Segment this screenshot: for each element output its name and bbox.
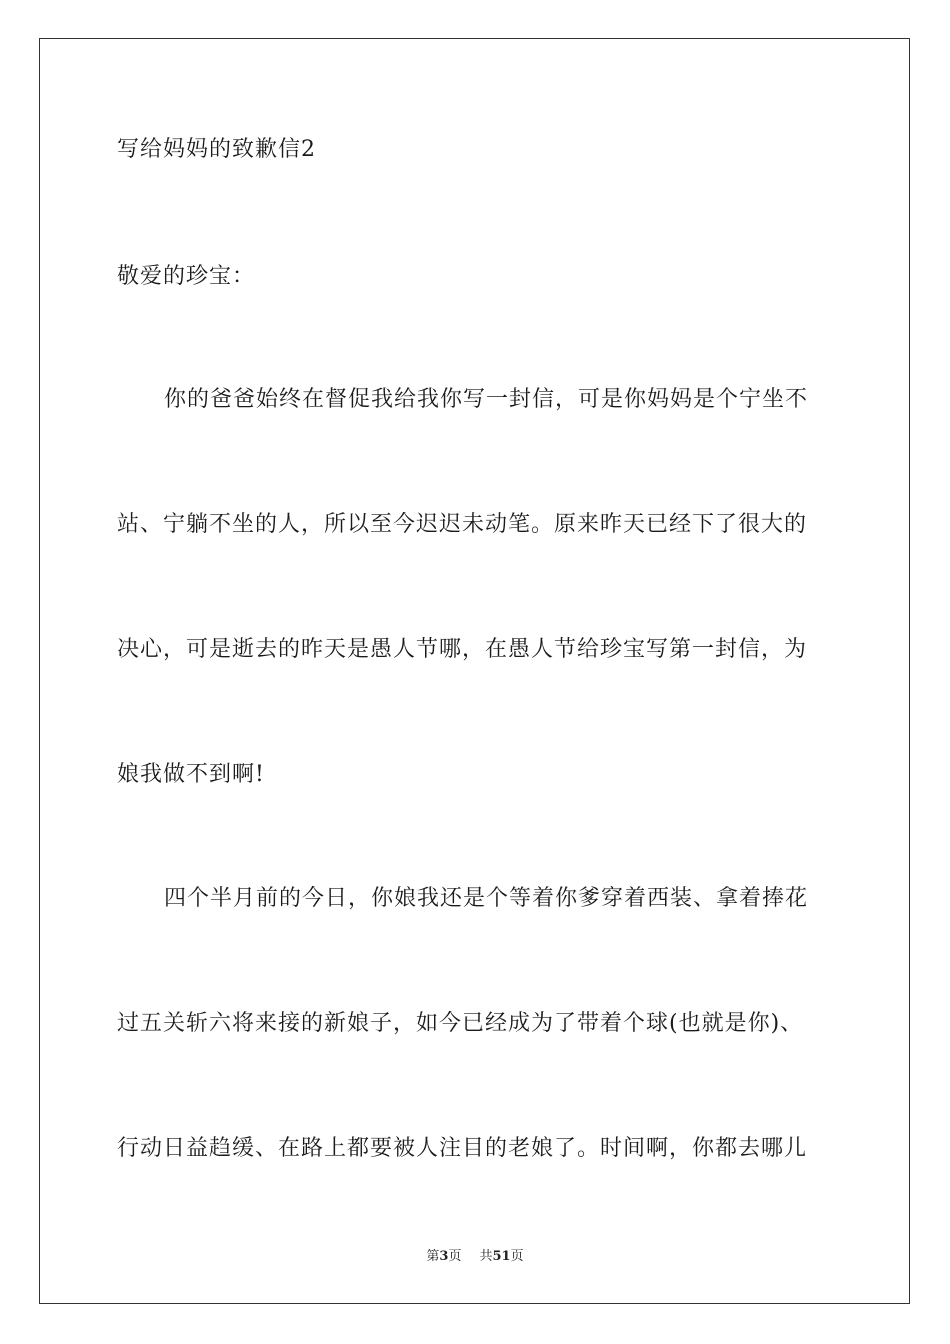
body-line-3: 决心，可是逝去的昨天是愚人节哪，在愚人节给珍宝写第一封信，为: [117, 637, 808, 662]
body-line-4: 娘我做不到啊!: [117, 762, 265, 787]
page-suffix: 页: [448, 1249, 462, 1264]
total-prefix: 共: [479, 1249, 493, 1264]
body-line-1: 你的爸爸始终在督促我给我你写一封信，可是你妈妈是个宁坐不: [164, 387, 809, 412]
total-suffix: 页: [510, 1249, 524, 1264]
page-number: 3: [439, 1249, 449, 1264]
letter-salutation: 敬爱的珍宝：: [117, 264, 256, 289]
page-prefix: 第: [426, 1249, 440, 1264]
body-line-2: 站、宁躺不坐的人，所以至今迟迟未动笔。原来昨天已经下了很大的: [117, 512, 808, 537]
body-line-6: 过五关斩六将来接的新娘子，如今已经成为了带着个球(也就是你)、: [117, 1011, 804, 1036]
letter-title: 写给妈妈的致歉信2: [117, 137, 316, 162]
page-border: [39, 38, 910, 1304]
total-pages: 51: [492, 1249, 511, 1264]
page-footer: [0, 1248, 950, 1266]
body-line-7: 行动日益趋缓、在路上都要被人注目的老娘了。时间啊，你都去哪儿: [117, 1136, 808, 1161]
body-line-5: 四个半月前的今日，你娘我还是个等着你爹穿着西装、拿着捧花: [164, 886, 809, 911]
